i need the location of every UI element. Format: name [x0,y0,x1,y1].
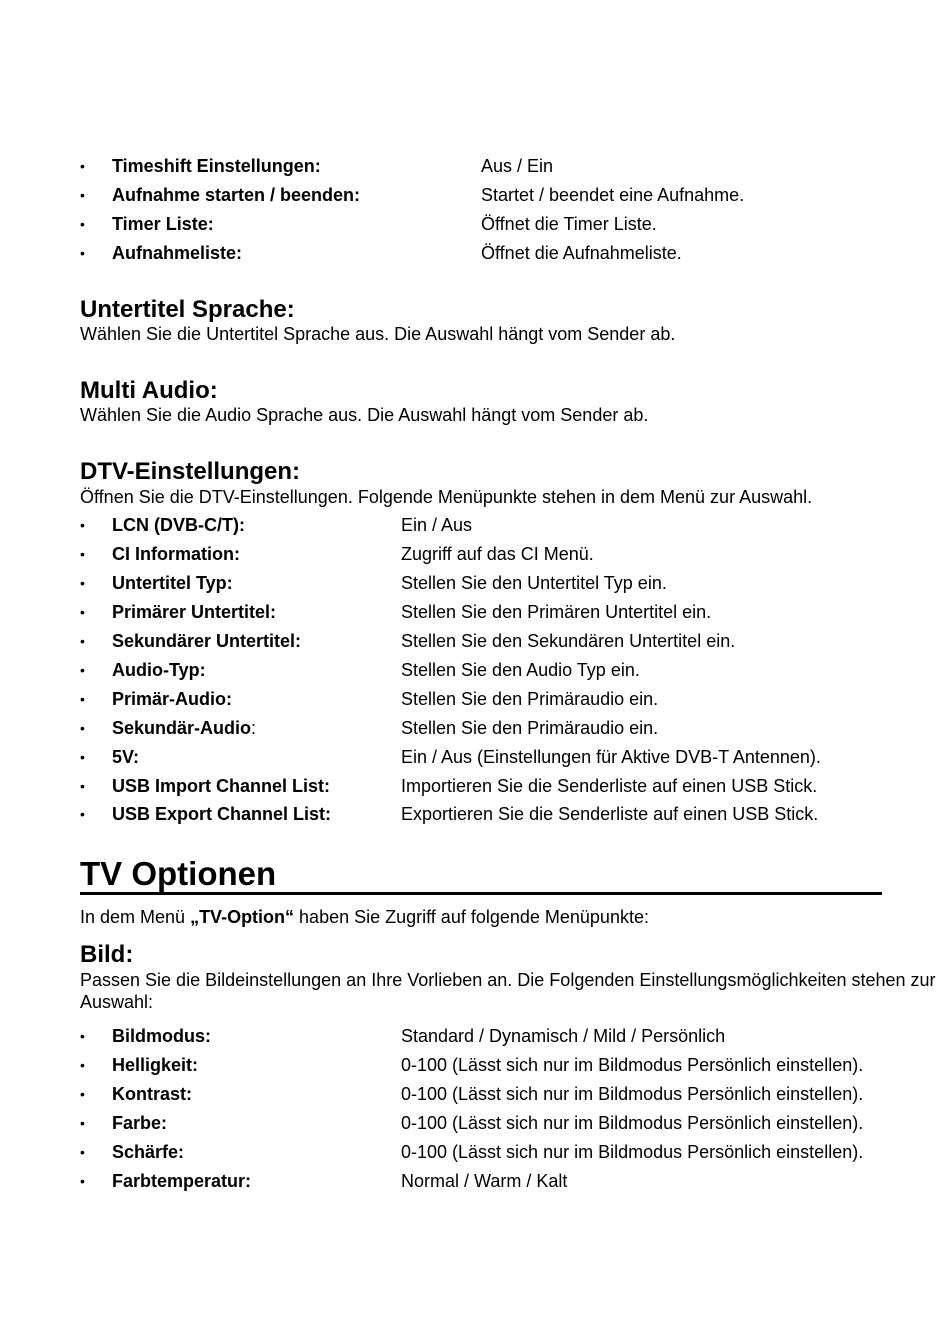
item-value: 0-100 (Lässt sich nur im Bildmodus Persönlich einstellen). [401,1055,864,1075]
dtv-text: Öffnen Sie die DTV-Einstellungen. Folgende Menüpunkte stehen in dem Menü zur Auswahl. [80,487,813,507]
bullet: • [80,1057,85,1073]
multi-audio-heading: Multi Audio: [80,377,218,404]
item-term: Farbtemperatur: [112,1171,252,1191]
item-value: Stellen Sie den Primären Untertitel ein. [401,602,712,622]
item-value: Öffnet die Aufnahmeliste. [481,243,682,263]
bullet: • [80,691,85,707]
item-term: Audio-Typ: [112,660,206,680]
bullet: • [80,662,85,678]
document-page [80,0,942,1343]
bullet: • [80,517,85,533]
bullet: • [80,633,85,649]
untertitel-heading: Untertitel Sprache: [80,296,295,323]
item-term: Farbe: [112,1113,168,1133]
item-value: Stellen Sie den Primäraudio ein. [401,689,659,709]
item-term: Kontrast: [112,1084,192,1104]
bullet: • [80,187,85,203]
item-term: Schärfe: [112,1142,185,1162]
bullet: • [80,1028,85,1044]
bullet: • [80,575,85,591]
item-value: Ein / Aus (Einstellungen für Aktive DVB-T Antennen). [401,747,821,767]
bullet: • [80,806,85,822]
bild-text: Passen Sie die Bildeinstellungen an Ihre Vorlieben an. Die Folgenden Einstellungsmöglichkeiten stehen zur Auswahl: [80,970,936,1012]
bullet: • [80,546,85,562]
bullet: • [80,1115,85,1131]
item-term: Primärer Untertitel: [112,602,277,622]
item-term: CI Information: [112,544,240,564]
bullet: • [80,1086,85,1102]
untertitel-text: Wählen Sie die Untertitel Sprache aus. Die Auswahl hängt vom Sender ab. [80,324,676,344]
item-term: USB Export Channel List: [112,804,332,824]
item-value: 0-100 (Lässt sich nur im Bildmodus Persönlich einstellen). [401,1142,864,1162]
bullet: • [80,245,85,261]
item-term: 5V: [112,747,140,767]
item-term: Sekundärer Untertitel: [112,631,302,651]
item-value: Startet / beendet eine Aufnahme. [481,185,745,205]
item-value: Exportieren Sie die Senderliste auf einen USB Stick. [401,804,819,824]
multi-audio-text: Wählen Sie die Audio Sprache aus. Die Auswahl hängt vom Sender ab. [80,405,649,425]
item-term: Untertitel Typ: [112,573,233,593]
item-value: 0-100 (Lässt sich nur im Bildmodus Persönlich einstellen). [401,1113,864,1133]
item-value: 0-100 (Lässt sich nur im Bildmodus Persönlich einstellen). [401,1084,864,1104]
item-value: Stellen Sie den Primäraudio ein. [401,718,659,738]
item-value: Importieren Sie die Senderliste auf einen USB Stick. [401,776,818,796]
item-value: Normal / Warm / Kalt [401,1171,568,1191]
item-value: Öffnet die Timer Liste. [481,214,657,234]
bullet: • [80,158,85,174]
item-value: Stellen Sie den Untertitel Typ ein. [401,573,667,593]
item-term: Timeshift Einstellungen: [112,156,321,176]
item-term: LCN (DVB-C/T): [112,515,245,535]
item-term: Bildmodus: [112,1026,211,1046]
tv-optionen-intro: In dem Menü „TV-Option“ haben Sie Zugriff auf folgende Menüpunkte: [80,907,649,927]
item-term: USB Import Channel List: [112,776,331,796]
item-term: Aufnahmeliste: [112,243,243,263]
item-value: Stellen Sie den Audio Typ ein. [401,660,640,680]
item-value: Stellen Sie den Sekundären Untertitel ein. [401,631,736,651]
bullet: • [80,749,85,765]
bullet: • [80,216,85,232]
bullet: • [80,720,85,736]
bullet: • [80,778,85,794]
item-term: Helligkeit: [112,1055,199,1075]
item-term: Sekundär-Audio: [112,718,257,738]
item-value: Standard / Dynamisch / Mild / Persönlich [401,1026,726,1046]
bullet: • [80,604,85,620]
bild-heading: Bild: [80,941,134,968]
item-term: Aufnahme starten / beenden: [112,185,361,205]
dtv-heading: DTV-Einstellungen: [80,458,301,485]
section-title: TV Optionen [80,856,882,895]
bullet: • [80,1144,85,1160]
item-value: Aus / Ein [481,156,554,176]
item-value: Zugriff auf das CI Menü. [401,544,594,564]
bullet: • [80,1173,85,1189]
item-value: Ein / Aus [401,515,473,535]
item-term: Timer Liste: [112,214,214,234]
item-term: Primär-Audio: [112,689,233,709]
